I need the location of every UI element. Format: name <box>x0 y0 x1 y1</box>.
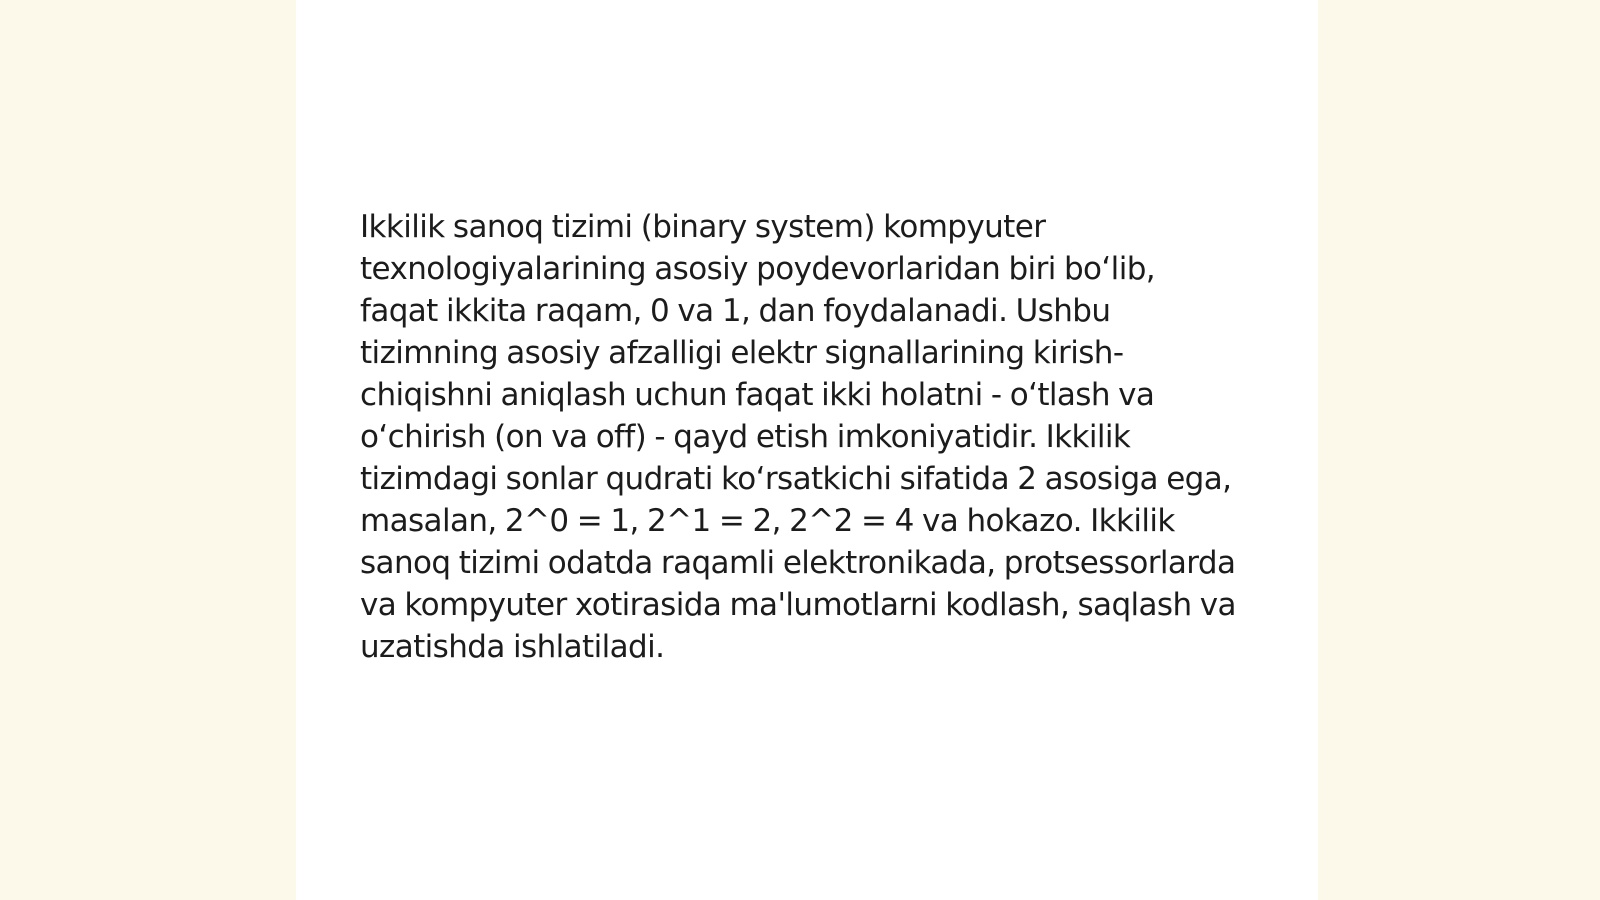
slide-canvas <box>296 0 1318 900</box>
slide-body-paragraph: Ikkilik sanoq tizimi (binary system) kompyuter texnologiyalarining asosiy poydevorlaridan biri bo‘lib, faqat ikkita raqam, 0 va 1, dan foydalanadi. Ushbu tizimning asosiy afzalligi elektr signallarining kirish-chiqishni aniqlash uchun faqat ikki holatni - o‘tlash va o‘chirish (on va off) - qayd etish imkoniyatidir. Ikkilik tizimdagi sonlar qudrati ko‘rsatkichi sifatida 2 asosiga ega, masalan, 2^0 = 1, 2^1 = 2, 2^2 = 4 va hokazo. Ikkilik sanoq tizimi odatda raqamli elektronikada, protsessorlarda va kompyuter xotirasida ma'lumotlarni kodlash, saqlash va uzatishda ishlatiladi. <box>360 209 1236 665</box>
